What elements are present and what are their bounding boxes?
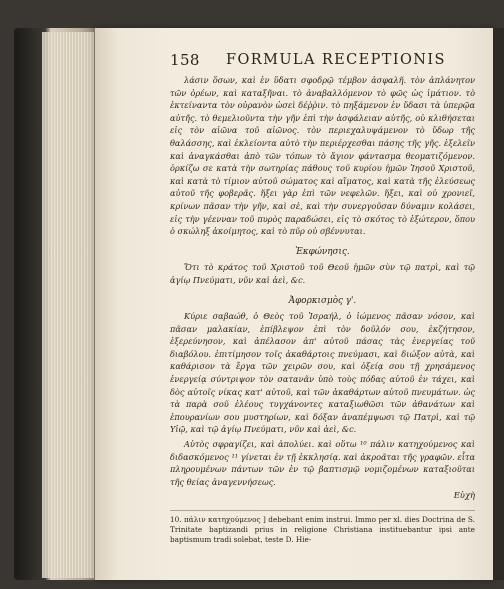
- footnotes: [170, 510, 475, 546]
- section-heading-ekphonesis: Ἐκφώνησις.: [295, 246, 350, 257]
- page-right-shadow: [493, 28, 504, 580]
- catchword: Εὐχὴ: [453, 490, 475, 501]
- page-content: [170, 52, 475, 546]
- paragraph-4: Αὐτὸς σφραγίζει, καὶ ἀπολύει. καὶ οὕτω ¹⁰ πάλιν κατηχούμενος καὶ διδασκόμενος ¹¹ γίνεται ἐν τῇ ἐκκλησίᾳ. καὶ ἀκροᾶται τῆς γραφῶν. εἶτα πληρουμένων πάντων τῶν ἐν τῷ βαπτισμῷ νομιζομένων καταξιοῦται τῆς θείας ἀναγεννήσεως.: [170, 439, 475, 487]
- footnote-10: 10. πάλιν κατηχούμενος ] debebant enim instrui. Immo per xl. dies Doctrina de S. Trinitate baptizandi prius in religione Christiana instituebantur ipsi ante baptismum tradi solebat, teste D. Hie-: [170, 515, 475, 545]
- page-stack-edge: [42, 32, 94, 578]
- paragraph-1: λάσιν ὅσων, καὶ ἐν ὕδατι σφοδρῷ τέμβον ἀσφαλῆ. τὸν ἀπλάνητον τῶν ὀρέων, καὶ καταξῆναι. τὸ ἀναβαλλόμενον τὸ φῶς ὡς ἱμάτιον. τὸ ἐκτείναντα τὸν οὐρανὸν ὡσεὶ δέῤῥιν. τὸ πηξάμενον ἐν ὕδασι τὰ ὑπερῷα αὐτῆς. τὸ θεμελιοῦντα τὴν γῆν ἐπὶ τὴν ἀσφάλειαν αὐτῆς, οὐ κλιθήσεται εἰς τὸν αἰῶνα τοῦ αἰῶνος. τὸν περιεχαλυψάμενον τὸ ὕδωρ τῆς θαλάσσης, καὶ ἐκλείοντα αὐτὸ τὴν περιέρχεσθαι πάσης τῆς γῆς. ἐξελεῖν καὶ ἀναγκάσθαι ἀπὸ τῶν τόπων τὸ ἄγιον φάντασμα θεοματιζόμενον. ὀρκίζω σε κατὰ τὴν σωτηρίας πάθους τοῦ κυρίου ἡμῶν Ἰησοῦ Χριστοῦ, καὶ κατὰ τὸ τίμιον αὐτοῦ σώματος καὶ αἵματος, καὶ κατὰ τῆς ἐλεύσεως αὐτοῦ τῆς φοβερᾶς. ἥξει γὰρ ἐπὶ τῶν νεφελῶν. ἥξει, καὶ οὐ χρονιεῖ, κρίνων πᾶσαν τὴν γῆν, καὶ σὲ, καὶ τὴν συνεργοῦσαν δύναμιν κολάσει, εἰς τὴν γέενναν τοῦ πυρὸς παραδώσει, εἰς τὸ σκότος τὸ ἐξώτερον, ὅπου ὁ σκώληξ ἀκοίμητος, καὶ τὸ πῦρ οὐ σβέννυται.: [170, 75, 475, 237]
- section-heading-aphorkismos: Ἀφορκισμὸς γ'.: [288, 295, 357, 306]
- paragraph-3: Κύριε σαβαώθ, ὁ Θεὸς τοῦ Ἰσραήλ, ὁ ἰώμενος πᾶσαν νόσον, καὶ πᾶσαν μαλακίαν, ἐπίβλεψον ἐπὶ τὸν δοῦλόν σου, ἐκζήτησον, ἐξερεύνησον, καὶ ἀπέλασον ἀπ' αὐτοῦ πάσας τὰς ἐνεργείας τοῦ διαβόλου. ἐπιτίμησον τοῖς ἀκαθάρτοις πνεύμασι, καὶ διώξον αὐτὰ, καὶ καθάρισον τὰ ἔργα τῶν χειρῶν σου, καὶ ὀξείᾳ σου τῇ χρησάμενος ἐνεργείᾳ σύντριψον τὸν σατανᾶν ὑπὸ τοὺς πόδας αὐτοῦ ἐν τάχει, καὶ δὸς αὐτοῖς νίκας κατ' αὐτοῦ, καὶ τῶν ἀκαθάρτων αὐτοῦ πνευμάτων. ὡς τὰ παρὰ σοῦ ἐλέους τυγχάνοντες καταξιωθῶσι τῶν ἀθανάτων καὶ ἐπουρανίων σου μυστηρίων, καὶ δόξαν ἀναπέμψωσι τῷ Πατρὶ, καὶ τῷ Υἱῷ, καὶ τῷ ἁγίῳ Πνεύματι, νῦν καὶ ἀεὶ, &c.: [170, 311, 475, 435]
- running-head: [170, 52, 475, 68]
- running-title: FORMULA RECEPTIONIS: [226, 52, 446, 68]
- page-number: 158: [170, 51, 200, 69]
- paragraph-2: Ὅτι τὸ κράτος τοῦ Χριστοῦ τοῦ Θεοῦ ἡμῶν σὺν τῷ πατρὶ, καὶ τῷ ἁγίῳ Πνεύματι, νῦν καὶ ἀεὶ, &c.: [170, 262, 475, 285]
